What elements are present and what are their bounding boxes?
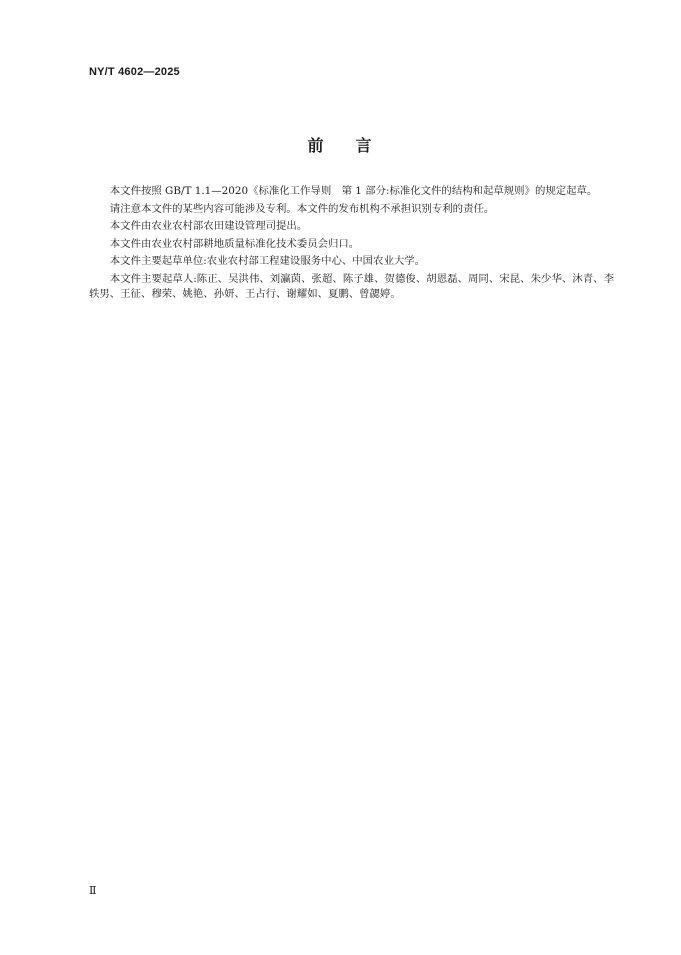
- paragraph-drafting-units: 本文件主要起草单位:农业农村部工程建设服务中心、中国农业大学。: [109, 255, 426, 268]
- paragraph-proposer: 本文件由农业农村部农田建设管理司提出。: [109, 220, 308, 233]
- title-part-1: 前: [307, 136, 326, 155]
- page-title: [0, 133, 681, 156]
- paragraph-technical-committee: 本文件由农业农村部耕地质量标准化技术委员会归口。: [109, 237, 360, 250]
- paragraph-drafters: 本文件主要起草人:陈正、吴洪伟、刘瀛茵、张超、陈子雄、贺德俊、胡恩磊、周同、宋昆、朱少华、沐青、李轶男、王征、穆荣、姚艳、孙妍、王占行、谢耀如、夏鹏、曾勰婷。: [89, 272, 614, 300]
- standard-code: NY/T 4602—2025: [89, 66, 180, 78]
- paragraph-drafting-rules: 本文件按照 GB/T 1.1—2020《标准化工作导则 第 1 部分:标准化文件的结构和起草规则》的规定起草。: [109, 185, 598, 197]
- paragraph-patent-notice: 请注意本文件的某些内容可能涉及专利。本文件的发布机构不承担识别专利的责任。: [109, 202, 495, 215]
- foreword-body: [89, 184, 614, 305]
- title-part-2: 言: [355, 136, 374, 155]
- page-number: Ⅱ: [89, 884, 97, 897]
